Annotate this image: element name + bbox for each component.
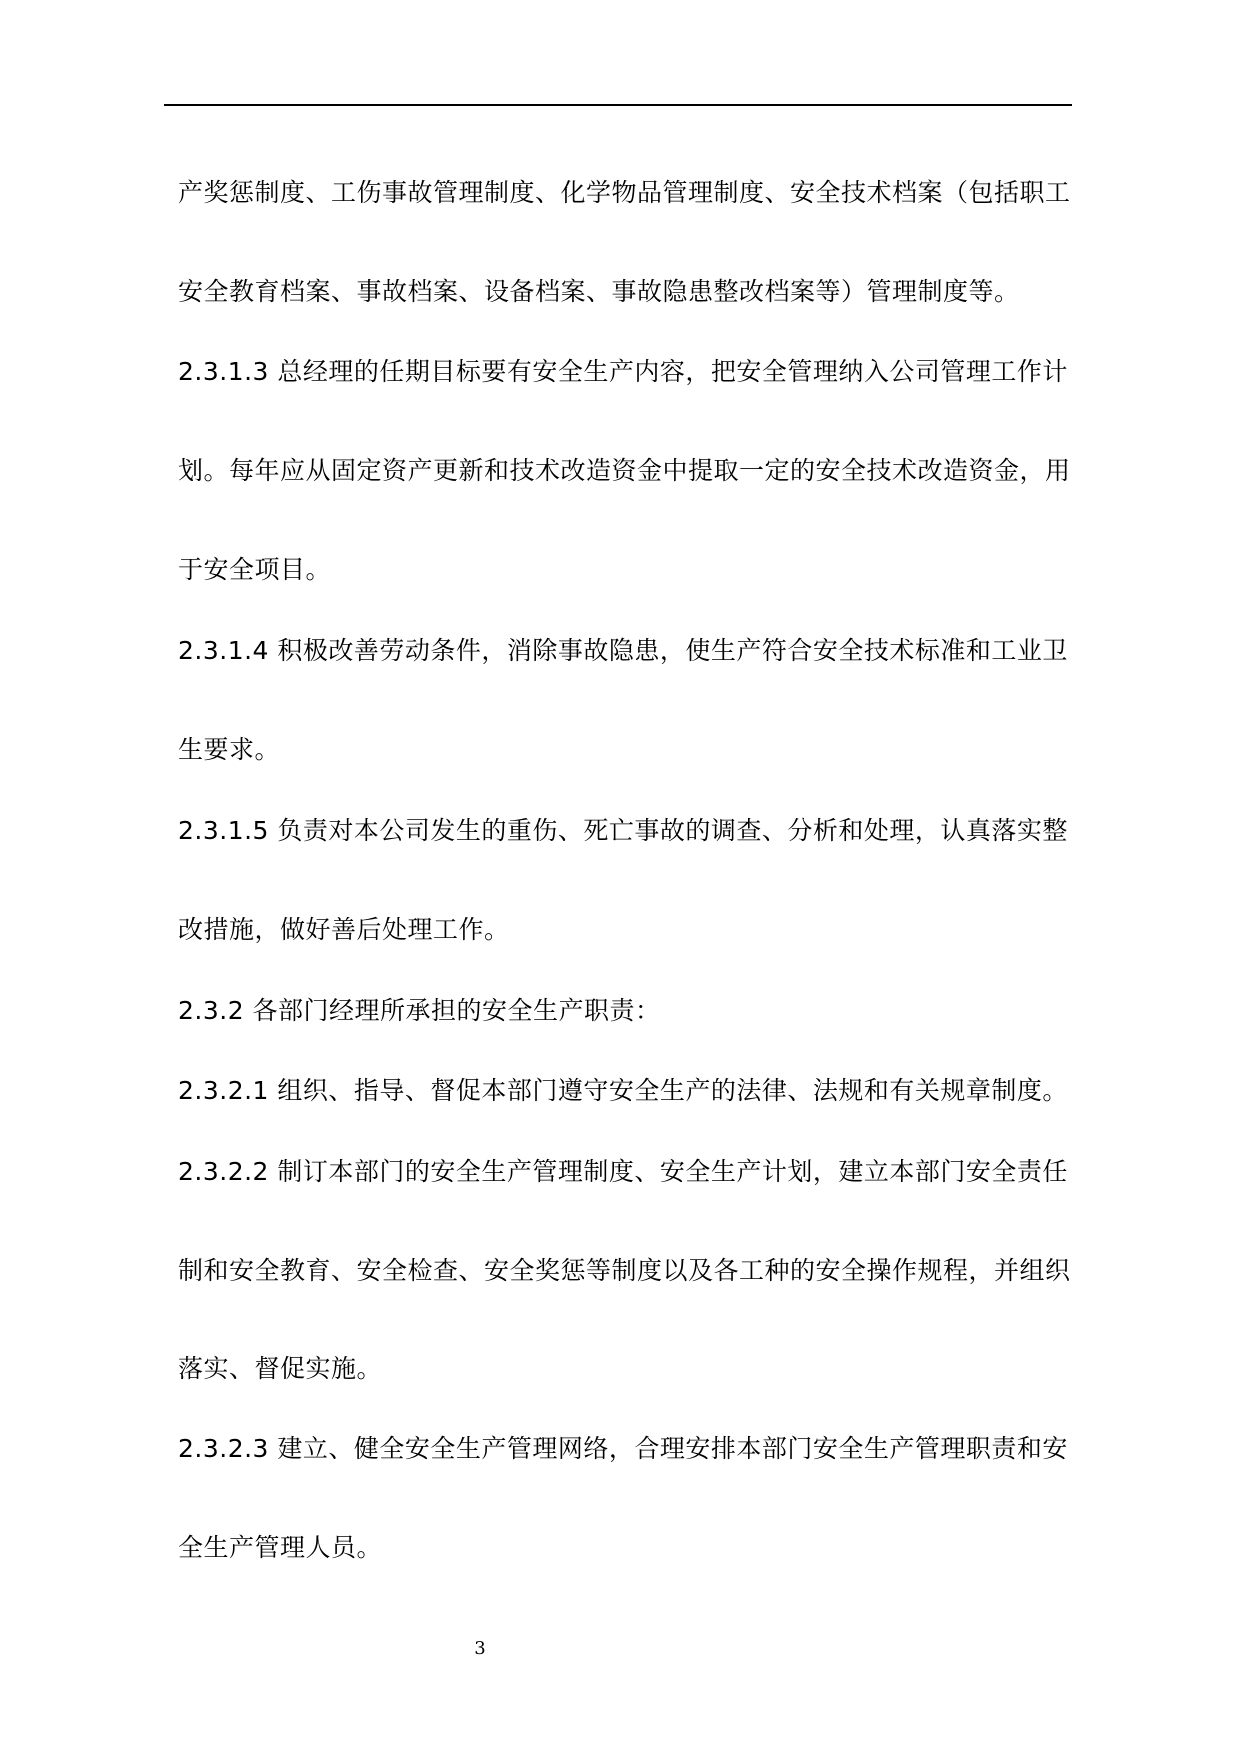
text-line: 2.3.2 各部门经理所承担的安全生产职责： — [178, 996, 661, 1025]
text-line: 2.3.1.4 积极改善劳动条件，消除事故隐患，使生产符合安全技术标准和工业卫 — [178, 636, 1068, 665]
header-rule — [164, 104, 1072, 106]
text-line: 2.3.1.5 负责对本公司发生的重伤、死亡事故的调查、分析和处理，认真落实整 — [178, 816, 1068, 845]
text-line: 划。每年应从固定资产更新和技术改造资金中提取一定的安全技术改造资金，用 — [178, 456, 1071, 485]
text-line: 于安全项目。 — [178, 555, 332, 584]
text-line: 落实、督促实施。 — [178, 1354, 383, 1383]
text-line: 安全教育档案、事故档案、设备档案、事故隐患整改档案等）管理制度等。 — [178, 277, 1020, 306]
text-line: 改措施，做好善后处理工作。 — [178, 915, 510, 944]
text-line: 产奖惩制度、工伤事故管理制度、化学物品管理制度、安全技术档案（包括职工 — [178, 178, 1071, 207]
text-line: 全生产管理人员。 — [178, 1533, 383, 1562]
text-line: 2.3.1.3 总经理的任期目标要有安全生产内容，把安全管理纳入公司管理工作计 — [178, 357, 1068, 386]
text-line: 生要求。 — [178, 735, 281, 764]
text-line: 制和安全教育、安全检查、安全奖惩等制度以及各工种的安全操作规程，并组织 — [178, 1256, 1071, 1285]
text-line: 2.3.2.1 组织、指导、督促本部门遵守安全生产的法律、法规和有关规章制度。 — [178, 1076, 1068, 1105]
text-line: 2.3.2.3 建立、健全安全生产管理网络，合理安排本部门安全生产管理职责和安 — [178, 1434, 1068, 1463]
text-line: 2.3.2.2 制订本部门的安全生产管理制度、安全生产计划，建立本部门安全责任 — [178, 1157, 1068, 1186]
page-number: 3 — [474, 1638, 486, 1659]
